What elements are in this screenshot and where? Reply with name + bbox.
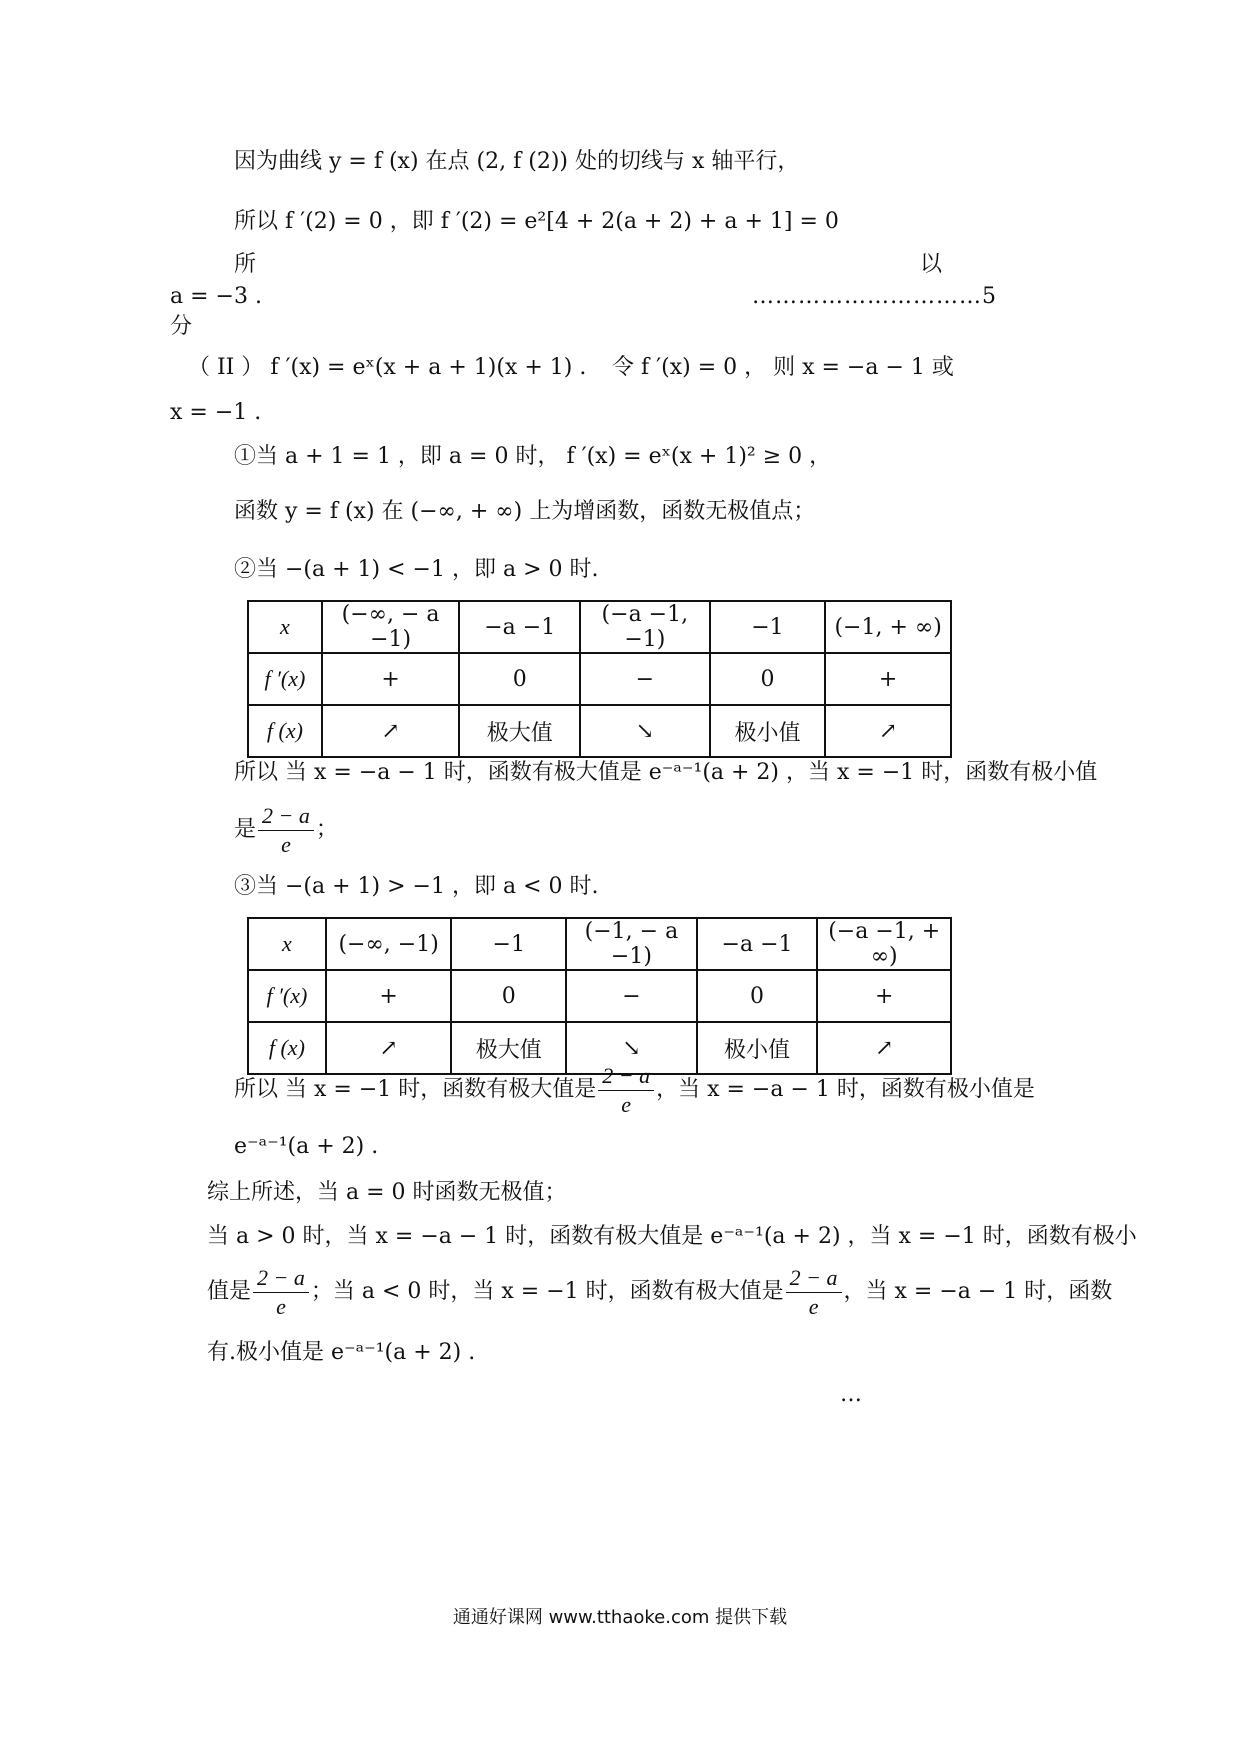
table-cell: (−a −1, −1) (580, 601, 710, 653)
summary3-suffix: ，当 x = −a − 1 时，函数 (843, 1279, 1113, 1304)
table-cell: (−∞, −1) (326, 918, 452, 970)
table-cell: + (825, 653, 951, 705)
score-marker: …………………………5 (752, 284, 997, 309)
table-cell: −a −1 (697, 918, 818, 970)
table-cell: + (326, 970, 452, 1022)
table-cell: 0 (697, 970, 818, 1022)
fraction-numerator: 2 − a (786, 1264, 842, 1293)
table-cell: − (580, 653, 710, 705)
table-row (248, 918, 951, 970)
table-cell: 极小值 (697, 1022, 818, 1074)
fraction-2-minus-a-over-e (598, 1062, 654, 1119)
table-cell: f ′(x) (248, 653, 322, 705)
case2-min-value (234, 800, 338, 860)
table-cell: x (248, 918, 326, 970)
table-cell: 极小值 (710, 705, 826, 757)
line-a-value: a = −3 . (170, 284, 262, 309)
line-suoyi-right: 以 (920, 252, 943, 277)
table-cell: + (322, 653, 460, 705)
part2-heading-derivative: （ II ） f ′(x) = eˣ(x + a + 1)(x + 1) . (188, 355, 587, 380)
table-cell: x (248, 601, 322, 653)
table-row (248, 970, 951, 1022)
table-cell: 0 (710, 653, 826, 705)
table-cell: −a −1 (459, 601, 580, 653)
case2-extrema-statement: 所以 当 x = −a − 1 时，函数有极大值是 e⁻ᵃ⁻¹(a + 2) ，当 x = −1 时，函数有极小值 (234, 760, 1098, 785)
table-cell: ↘ (580, 705, 710, 757)
table-row (248, 601, 951, 653)
summary-heading: 综上所述，当 a = 0 时函数无极值； (207, 1180, 567, 1205)
footer-watermark: 通通好课网 www.tthaoke.com 提供下载 (452, 1607, 788, 1628)
summary-negative-a (207, 1262, 1112, 1322)
table-cell: ↘ (566, 1022, 697, 1074)
table-cell: (−∞, − a −1) (322, 601, 460, 653)
table-cell: − (566, 970, 697, 1022)
line-derivative-zero: 所以 f ′(2) = 0 ，即 f ′(2) = e²[4 + 2(a + 2) + a + 1] = 0 (234, 209, 839, 234)
table-cell: + (817, 970, 951, 1022)
table-cell: ↗ (817, 1022, 951, 1074)
part2-root-second: x = −1 . (170, 400, 262, 425)
summary3-middle: ；当 a < 0 时，当 x = −1 时，函数有极大值是 (310, 1279, 784, 1304)
table-cell: (−1, + ∞) (825, 601, 951, 653)
table-cell: −1 (710, 601, 826, 653)
fraction-denominator: e (621, 1091, 632, 1117)
summary-min-value: 有.极小值是 e⁻ᵃ⁻¹(a + 2) . (207, 1340, 476, 1365)
case3-condition: ③当 −(a + 1) > −1 ，即 a < 0 时. (234, 874, 599, 899)
fraction-numerator: 2 − a (258, 802, 314, 831)
table-cell: 0 (451, 970, 566, 1022)
table-cell: (−a −1, + ∞) (817, 918, 951, 970)
case3-suffix: ，当 x = −a − 1 时，函数有极小值是 (656, 1077, 1035, 1102)
line-suoyi-left: 所 (234, 252, 257, 277)
case1-conclusion: 函数 y = f (x) 在 (−∞, + ∞) 上为增函数，函数无极值点； (234, 499, 816, 524)
summary-positive-a: 当 a > 0 时，当 x = −a − 1 时，函数有极大值是 e⁻ᵃ⁻¹(a + 2) ，当 x = −1 时，函数有极小 (207, 1224, 1137, 1249)
table-cell: 极大值 (451, 1022, 566, 1074)
fraction-denominator: e (281, 831, 291, 857)
table-cell: f ′(x) (248, 970, 326, 1022)
case3-extrema-statement (234, 1060, 1035, 1120)
table-cell: ↗ (326, 1022, 452, 1074)
fraction-numerator: 2 − a (253, 1264, 309, 1293)
table-case2 (247, 600, 952, 758)
table-row (248, 653, 951, 705)
table-cell: −1 (451, 918, 566, 970)
table-cell: f (x) (248, 1022, 326, 1074)
line-tangent-parallel: 因为曲线 y = f (x) 在点 (2, f (2)) 处的切线与 x 轴平行， (234, 149, 800, 174)
table-cell: f (x) (248, 705, 322, 757)
table-cell: 0 (459, 653, 580, 705)
case2-min-prefix: 是 (234, 817, 257, 842)
ellipsis: … (840, 1382, 862, 1407)
fraction-denominator: e (276, 1293, 286, 1319)
fraction-numerator: 2 − a (598, 1062, 654, 1091)
table-cell: 极大值 (459, 705, 580, 757)
fraction-2-minus-a-over-e (258, 802, 314, 859)
fraction-denominator: e (808, 1293, 819, 1319)
table-row (248, 705, 951, 757)
table-case3 (247, 917, 952, 1075)
part2-heading-roots: 令 f ′(x) = 0 ， 则 x = −a − 1 或 (612, 355, 954, 380)
summary3-prefix: 值是 (207, 1279, 252, 1304)
table-cell: (−1, − a −1) (566, 918, 697, 970)
fraction-2-minus-a-over-e (786, 1264, 842, 1321)
case3-min-value: e⁻ᵃ⁻¹(a + 2) . (234, 1134, 379, 1159)
line-fen: 分 (170, 314, 193, 339)
fraction-2-minus-a-over-e (253, 1264, 309, 1321)
case2-condition: ②当 −(a + 1) < −1 ，即 a > 0 时. (234, 557, 599, 582)
case2-min-suffix: ； (315, 817, 338, 842)
case3-prefix: 所以 当 x = −1 时，函数有极大值是 (234, 1077, 597, 1102)
case1-condition: ①当 a + 1 = 1 ，即 a = 0 时， f ′(x) = eˣ(x + 1)² ≥ 0 ， (234, 444, 832, 469)
table-cell: ↗ (322, 705, 460, 757)
table-cell: ↗ (825, 705, 951, 757)
